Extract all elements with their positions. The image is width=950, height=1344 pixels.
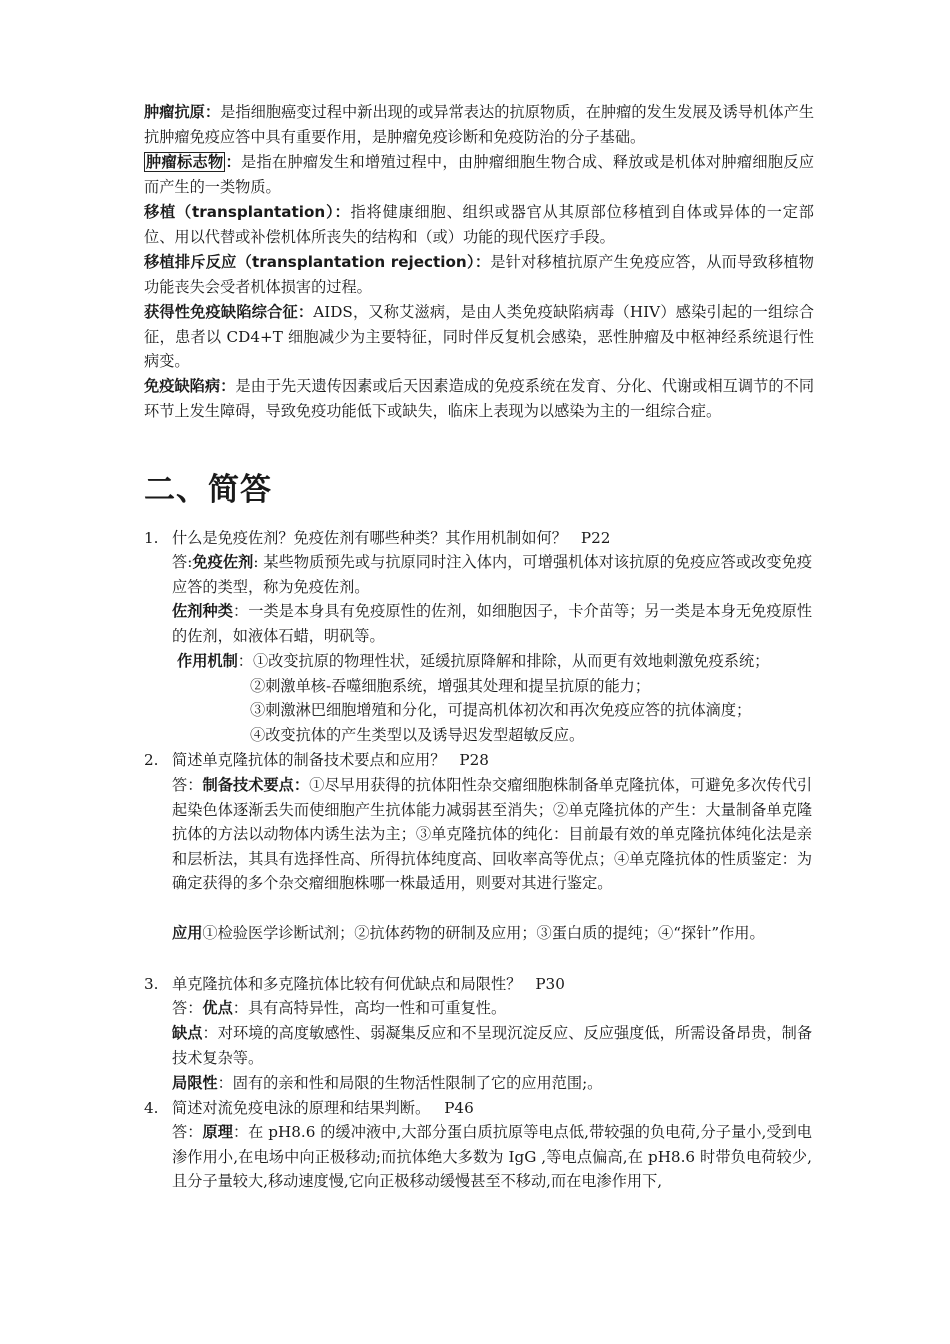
page-reference: P30 [535, 975, 565, 993]
answer-3-advantages [172, 996, 812, 1021]
term-label: 免疫缺陷病： [144, 377, 236, 395]
question-2 [144, 748, 814, 773]
page-reference: P46 [444, 1099, 474, 1117]
section-title: 二、简答 [144, 472, 272, 508]
answer-3-disadvantages [172, 1021, 812, 1070]
term-label: 肿瘤抗原： [144, 103, 221, 121]
answer-term: 优点 [202, 999, 233, 1017]
term-label-boxed: 肿瘤标志物 [146, 153, 224, 171]
answer-text: : 某些物质预先或与抗原同时注入体内，可增强机体对该抗原的免疫应答或改变免疫应答的类型，称为免疫佐剂。 [172, 553, 813, 596]
answer-1-definition [172, 550, 812, 599]
answer-1-mechanism [177, 649, 817, 674]
definition-text: 指将健康细胞、组织或器官从其原部位移植到自体或异体的一定部位、用以代替或补偿机体所丧失的结构和（或）功能的现代医疗手段。 [144, 203, 814, 246]
question-3 [144, 972, 814, 997]
mechanism-line-3: ③刺激淋巴细胞增殖和分化，可提高机体初次和再次免疫应答的抗体滴度； [250, 701, 752, 719]
definition-aids [144, 300, 814, 374]
question-text: 单克隆抗体和多克隆抗体比较有何优缺点和局限性？ [172, 975, 522, 993]
term-label: 移植（transplantation）： [144, 203, 351, 221]
question-text: 简述对流免疫电泳的原理和结果判断。 [172, 1099, 431, 1117]
definition-tumor-antigen [144, 100, 814, 149]
definition-text: AIDS，又称艾滋病，是由人类免疫缺陷病毒（HIV）感染引起的一组综合征，患者以 CD4+T 细胞减少为主要特征，同时伴反复机会感染，恶性肿瘤及中枢神经系统退行性病变。 [144, 303, 815, 370]
answer-text: ：固有的亲和性和局限的生物活性限制了它的应用范围;。 [217, 1074, 603, 1092]
term-separator: ： [225, 153, 241, 171]
question-number: 4. [144, 1099, 159, 1117]
question-4 [144, 1096, 814, 1121]
answer-2-preparation [172, 773, 812, 896]
answer-3-limitations [172, 1071, 812, 1096]
mechanism-line-2: ②刺激单核-吞噬细胞系统，增强其处理和提呈抗原的能力； [250, 677, 651, 695]
answer-term: 原理 [202, 1123, 233, 1141]
answer-text: ①尽早用获得的抗体阳性杂交瘤细胞株制备单克隆抗体，可避免多次传代引起染色体逐渐丢失而使细胞产生抗体能力减弱甚至消失；②单克隆抗体的产生：大量制备单克隆抗体的方法以动物体内诱生法为主；③单克隆抗体的纯化：目前最有效的单克隆抗体纯化法是亲和层析法，其具有选择性高、所得抗体纯度高、回收率高等优点；④单克隆抗体的性质鉴定：为确定获得的多个杂交瘤细胞株哪一株最适用，则要对其进行鉴定。 [172, 776, 813, 892]
answer-text: ：①改变抗原的物理性状，延缓抗原降解和排除，从而更有效地刺激免疫系统； [237, 652, 770, 670]
answer-text: ：具有高特异性，高均一性和可重复性。 [232, 999, 507, 1017]
page-reference: P22 [580, 529, 611, 547]
answer-term: 应用 [172, 924, 203, 942]
answer-4-principle [172, 1120, 812, 1194]
answer-prefix: 答： [172, 1123, 203, 1141]
definition-immunodeficiency [144, 374, 814, 423]
definition-tumor-marker [144, 150, 814, 199]
answer-prefix: 答： [172, 999, 203, 1017]
question-number: 3. [144, 975, 159, 993]
question-text: 什么是免疫佐剂？免疫佐剂有哪些种类？其作用机制如何？ [172, 529, 567, 547]
answer-term: 佐剂种类 [172, 602, 233, 620]
answer-text: ①检验医学诊断试剂；②抗体药物的研制及应用；③蛋白质的提纯；④“探针”作用。 [202, 924, 765, 942]
answer-prefix: 答： [172, 776, 203, 794]
question-1 [144, 526, 814, 551]
question-number: 2. [144, 751, 159, 769]
definition-transplantation [144, 200, 814, 249]
answer-prefix: 答: [172, 553, 193, 571]
page-reference: P28 [459, 751, 489, 769]
term-label: 移植排斥反应（transplantation rejection）： [144, 253, 491, 271]
answer-text: ：在 pH8.6 的缓冲液中,大部分蛋白质抗原等电点低,带较强的负电荷,分子量小,受到电渗作用小,在电场中向正极移动;而抗体绝大多数为 IgG ,等电点偏高,在 pH8.6 时带负电荷较少,且分子量较大,移动速度慢,它向正极移动缓慢甚至不移动,而在电渗作用下, [172, 1123, 812, 1190]
definition-text: 是针对移植抗原产生免疫应答，从而导致移植物功能丧失会受者机体损害的过程。 [144, 253, 814, 296]
question-number: 1. [144, 529, 159, 547]
definition-transplant-rejection [144, 250, 814, 299]
answer-term: 作用机制 [177, 652, 238, 670]
term-label: 获得性免疫缺陷综合征： [144, 303, 314, 321]
answer-term: 局限性 [172, 1074, 218, 1092]
definition-text: 是指在肿瘤发生和增殖过程中，由肿瘤细胞生物合成、释放或是机体对肿瘤细胞反应而产生的一类物质。 [144, 153, 815, 196]
answer-term: 制备技术要点： [202, 776, 310, 794]
answer-2-application [172, 921, 812, 946]
answer-term: 缺点 [172, 1024, 203, 1042]
answer-text: ：一类是本身具有免疫原性的佐剂，如细胞因子，卡介苗等；另一类是本身无免疫原性的佐剂，如液体石蜡，明矾等。 [172, 602, 813, 645]
answer-text: ：对环境的高度敏感性、弱凝集反应和不呈现沉淀反应、反应强度低，所需设备昂贵，制备技术复杂等。 [172, 1024, 813, 1067]
definition-text: 是由于先天遗传因素或后天因素造成的免疫系统在发育、分化、代谢或相互调节的不同环节上发生障碍，导致免疫功能低下或缺失，临床上表现为以感染为主的一组综合症。 [144, 377, 815, 420]
mechanism-line-4: ④改变抗体的产生类型以及诱导迟发型超敏反应。 [250, 726, 585, 744]
question-text: 简述单克隆抗体的制备技术要点和应用？ [172, 751, 446, 769]
answer-term: 免疫佐剂 [192, 553, 254, 571]
definition-text: 是指细胞癌变过程中新出现的或异常表达的抗原物质，在肿瘤的发生发展及诱导机体产生抗肿瘤免疫应答中具有重要作用，是肿瘤免疫诊断和免疫防治的分子基础。 [144, 103, 815, 146]
answer-1-types [172, 599, 812, 648]
